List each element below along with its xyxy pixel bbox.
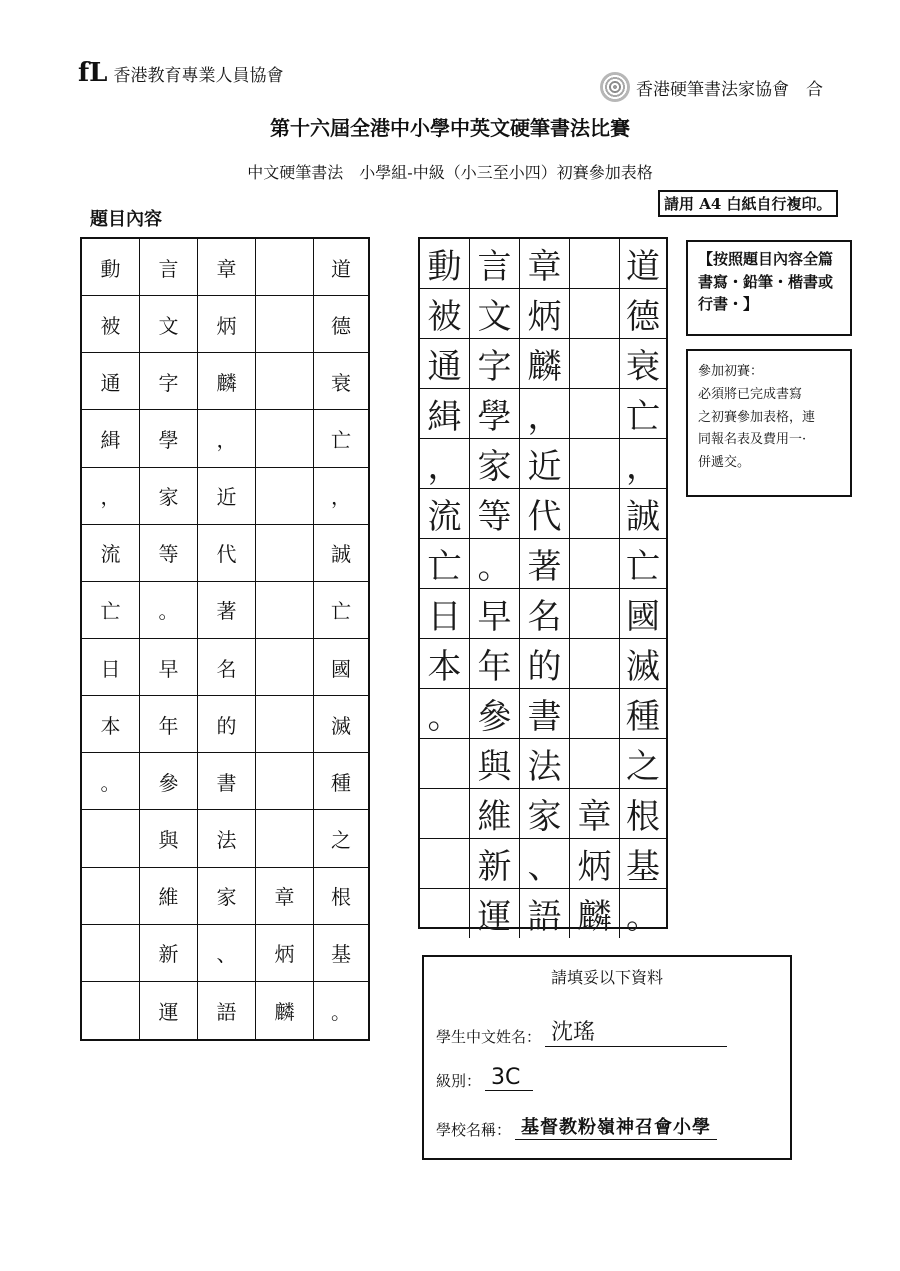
written-grid-cell	[420, 839, 470, 889]
prompt-grid-cell: 參	[140, 753, 198, 810]
written-grid-cell: 學	[470, 389, 520, 439]
written-grid-cell: 著	[520, 539, 570, 589]
written-grid-cell: 、	[520, 839, 570, 889]
written-grid-cell: 章	[570, 789, 620, 839]
written-grid-cell: 語	[520, 889, 570, 938]
written-grid-cell: 。	[470, 539, 520, 589]
prompt-grid-cell: 。	[331, 999, 351, 1024]
prompt-grid-cell: 。	[82, 753, 140, 810]
prompt-grid-cell: 本	[82, 696, 140, 753]
prompt-grid	[80, 237, 370, 1041]
prompt-grid-cell: 早	[140, 639, 198, 696]
written-grid-cell: 通	[420, 339, 470, 389]
name-row	[436, 1015, 727, 1047]
written-grid-cell	[420, 739, 470, 789]
prompt-grid-cell: 亡	[314, 410, 368, 467]
submission-note-line: 之初賽參加表格，連	[698, 409, 816, 425]
written-grid-cell: 滅	[620, 639, 666, 689]
written-grid-cell	[570, 289, 620, 339]
written-grid-cell: 動	[420, 239, 470, 289]
prompt-grid-cell: 家	[140, 468, 198, 525]
prompt-grid-cell: 麟	[256, 982, 314, 1039]
prompt-grid-cell: 名	[198, 639, 256, 696]
written-grid-cell: 道	[620, 239, 666, 289]
written-grid-cell: 種	[620, 689, 666, 739]
prompt-grid-cell: 家	[198, 868, 256, 925]
prompt-grid-cell: 言	[140, 239, 198, 296]
prompt-grid-cell: 近	[198, 468, 256, 525]
writing-instruction-note: 【按照題目內容全篇書寫・鉛筆・楷書或行書・】	[686, 240, 852, 336]
school-field[interactable]: 基督教粉嶺神召會小學	[515, 1113, 717, 1140]
prompt-grid-cell	[82, 925, 140, 982]
written-grid-cell: 本	[420, 639, 470, 689]
prompt-grid-cell: 炳	[256, 925, 314, 982]
written-grid-cell: 維	[470, 789, 520, 839]
written-grid-cell: 誠	[620, 489, 666, 539]
prompt-grid-cell: 章	[198, 239, 256, 296]
written-grid-cell: ，	[420, 439, 470, 489]
org-right-name: 香港硬筆書法家協會 合	[636, 79, 823, 100]
info-title: 請填妥以下資料	[550, 968, 663, 987]
prompt-grid-cell: 等	[140, 525, 198, 582]
prompt-grid-cell: 被	[82, 296, 140, 353]
prompt-grid-cell	[256, 696, 314, 753]
prompt-grid-cell	[82, 868, 140, 925]
prompt-grid-cell: 種	[314, 753, 368, 810]
prompt-grid-cell: 衰	[314, 353, 368, 410]
copy-note: 請用 A4 白紙自行複印。	[658, 190, 838, 217]
prompt-grid-cell: 國	[314, 639, 368, 696]
prompt-grid-cell: 亡	[82, 582, 140, 639]
written-grid	[418, 237, 668, 937]
prompt-grid-cell: 道	[314, 239, 368, 296]
org-right-seal-icon	[600, 72, 630, 102]
written-grid-cell: 的	[520, 639, 570, 689]
prompt-grid-cell: 麟	[198, 353, 256, 410]
org-left-name: 香港教育專業人員協會	[113, 65, 284, 86]
name-label: 學生中文姓名：	[436, 1028, 542, 1046]
written-grid-cell: 運	[470, 889, 520, 938]
written-grid-cell	[570, 689, 620, 739]
prompt-grid-cell: 的	[198, 696, 256, 753]
school-label: 學校名稱：	[436, 1121, 512, 1139]
page-subtitle: 中文硬筆書法 小學組-中級（小三至小四）初賽參加表格	[247, 163, 653, 182]
prompt-grid-cell: 章	[256, 868, 314, 925]
written-grid-cell: 代	[520, 489, 570, 539]
prompt-grid-cell: 代	[198, 525, 256, 582]
prompt-grid-cell: 文	[140, 296, 198, 353]
written-grid-cell	[570, 439, 620, 489]
submission-note-line: 同報名表及費用一·	[698, 432, 807, 448]
prompt-grid-cell	[82, 982, 140, 1039]
prompt-grid-cell: 流	[82, 525, 140, 582]
written-grid-cell: 流	[420, 489, 470, 539]
page-title: 第十六屆全港中小學中英文硬筆書法比賽	[270, 116, 630, 140]
name-field[interactable]: 沈瑤	[545, 1015, 727, 1047]
prompt-grid-cell: 亡	[314, 582, 368, 639]
prompt-grid-cell: 運	[140, 982, 198, 1039]
org-left	[78, 58, 283, 88]
prompt-grid-cell	[82, 810, 140, 867]
prompt-grid-cell: 法	[198, 810, 256, 867]
prompt-grid-cell: 學	[140, 410, 198, 467]
prompt-grid-cell: 炳	[198, 296, 256, 353]
written-grid-cell: 新	[470, 839, 520, 889]
submission-note-line: 併遞交。	[698, 455, 751, 470]
written-grid-cell: 亡	[420, 539, 470, 589]
prompt-grid-cell: 基	[314, 925, 368, 982]
submission-note-line: 必須將已完成書寫	[698, 386, 803, 402]
written-grid-cell: 德	[620, 289, 666, 339]
written-grid-cell: 字	[470, 339, 520, 389]
written-grid-cell: 。	[626, 897, 660, 937]
prompt-grid-cell: 語	[198, 982, 256, 1039]
prompt-grid-cell: 、	[198, 925, 256, 982]
prompt-grid-cell: 之	[314, 810, 368, 867]
written-grid-cell: 近	[520, 439, 570, 489]
written-grid-cell: 亡	[620, 389, 666, 439]
prompt-grid-cell: 與	[140, 810, 198, 867]
written-grid-cell	[420, 789, 470, 839]
prompt-grid-cell	[256, 639, 314, 696]
prompt-grid-cell	[256, 296, 314, 353]
written-grid-cell: 麟	[520, 339, 570, 389]
prompt-grid-cell: 書	[198, 753, 256, 810]
prompt-grid-cell: 根	[314, 868, 368, 925]
section-label: 題目內容	[90, 209, 162, 230]
written-grid-cell: 基	[620, 839, 666, 889]
written-grid-cell	[570, 639, 620, 689]
prompt-grid-cell	[256, 525, 314, 582]
prompt-grid-cell: 年	[140, 696, 198, 753]
written-grid-cell: 言	[470, 239, 520, 289]
written-grid-cell: 家	[520, 789, 570, 839]
written-grid-cell: 炳	[570, 839, 620, 889]
prompt-grid-cell	[256, 582, 314, 639]
written-grid-cell: 早	[470, 589, 520, 639]
written-grid-cell: 衰	[620, 339, 666, 389]
prompt-grid-cell	[256, 410, 314, 467]
written-grid-cell: 。	[420, 689, 470, 739]
class-label: 級別：	[436, 1072, 482, 1090]
prompt-grid-cell: 著	[198, 582, 256, 639]
prompt-grid-cell	[256, 239, 314, 296]
school-row	[436, 1113, 717, 1140]
prompt-grid-cell: 。	[140, 582, 198, 639]
written-grid-cell: ，	[620, 439, 666, 489]
org-left-logo: fL	[78, 58, 108, 88]
written-grid-cell	[570, 339, 620, 389]
prompt-grid-cell: 字	[140, 353, 198, 410]
written-grid-cell	[570, 589, 620, 639]
prompt-grid-cell: ，	[82, 468, 140, 525]
written-grid-cell: 法	[520, 739, 570, 789]
prompt-grid-cell: 通	[82, 353, 140, 410]
org-right	[600, 72, 823, 102]
prompt-grid-cell: 緝	[82, 410, 140, 467]
written-grid-cell: 麟	[570, 889, 620, 938]
written-grid-cell: 炳	[520, 289, 570, 339]
written-grid-cell: 國	[620, 589, 666, 639]
written-grid-cell: 日	[420, 589, 470, 639]
prompt-grid-cell: ，	[314, 468, 368, 525]
class-row	[436, 1065, 533, 1091]
prompt-grid-cell	[256, 353, 314, 410]
written-grid-cell	[570, 739, 620, 789]
written-grid-cell: 年	[470, 639, 520, 689]
written-grid-cell: 之	[620, 739, 666, 789]
written-grid-cell: 根	[620, 789, 666, 839]
prompt-grid-cell: ，	[198, 410, 256, 467]
written-grid-cell: 書	[520, 689, 570, 739]
written-grid-cell: 家	[470, 439, 520, 489]
written-grid-cell: 與	[470, 739, 520, 789]
prompt-grid-cell: 新	[140, 925, 198, 982]
written-grid-cell: 亡	[620, 539, 666, 589]
submission-note-line: 參加初賽：	[698, 364, 764, 379]
prompt-grid-cell: 維	[140, 868, 198, 925]
written-grid-cell	[570, 239, 620, 289]
student-info-box	[422, 955, 792, 1160]
prompt-grid-cell: 滅	[314, 696, 368, 753]
written-grid-cell	[570, 539, 620, 589]
written-grid-cell	[420, 889, 470, 938]
written-grid-cell: 等	[470, 489, 520, 539]
prompt-grid-cell: 動	[82, 239, 140, 296]
written-grid-cell: 被	[420, 289, 470, 339]
written-grid-cell: 名	[520, 589, 570, 639]
written-grid-cell: 緝	[420, 389, 470, 439]
written-grid-cell	[570, 389, 620, 439]
prompt-grid-cell	[256, 810, 314, 867]
written-grid-cell: 文	[470, 289, 520, 339]
submission-note	[686, 349, 852, 497]
written-grid-cell: 參	[470, 689, 520, 739]
class-field[interactable]: 3C	[485, 1065, 533, 1091]
written-grid-cell: 章	[520, 239, 570, 289]
prompt-grid-cell: 德	[314, 296, 368, 353]
prompt-grid-cell	[256, 753, 314, 810]
prompt-grid-cell: 誠	[314, 525, 368, 582]
prompt-grid-cell: 日	[82, 639, 140, 696]
written-grid-cell	[570, 489, 620, 539]
prompt-grid-cell	[256, 468, 314, 525]
written-grid-cell: ，	[520, 389, 570, 439]
